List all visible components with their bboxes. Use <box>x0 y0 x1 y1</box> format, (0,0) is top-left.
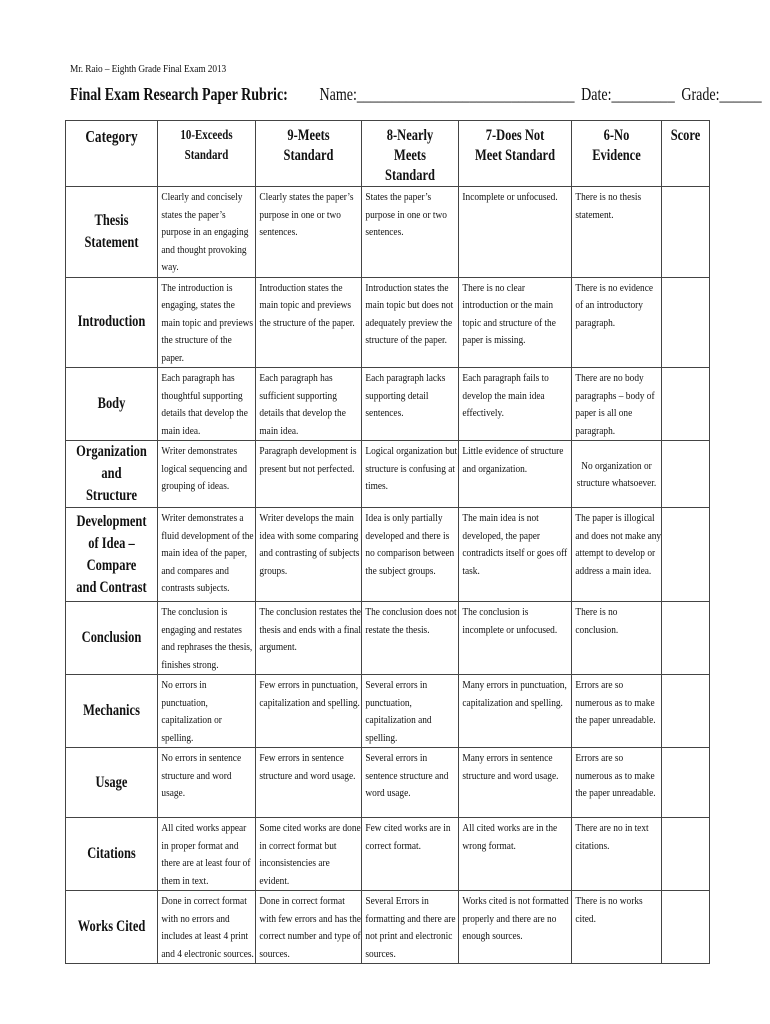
criteria-cell <box>459 368 572 441</box>
criteria-cell <box>256 368 362 441</box>
criteria-cell <box>362 675 459 748</box>
criteria-text: Logical organization but structure is confusing at times. <box>365 445 458 492</box>
criteria-cell <box>572 748 662 818</box>
grade-field-label: Grade:______ <box>681 84 762 104</box>
score-cell[interactable] <box>662 748 710 818</box>
category-cell <box>66 891 158 964</box>
criteria-cell <box>158 368 256 441</box>
criteria-text: Few errors in punctuation, capitalization and spelling. <box>259 679 360 709</box>
score-cell[interactable] <box>662 508 710 602</box>
criteria-cell <box>459 441 572 508</box>
criteria-text: Done in correct format with no errors and includes at least 4 print and 4 electronic sources. <box>161 895 254 960</box>
category-cell <box>66 368 158 441</box>
criteria-cell <box>459 748 572 818</box>
criteria-text: Clearly and concisely states the paper’s purpose in an engaging and thought provoking way. <box>161 191 249 273</box>
criteria-cell <box>256 675 362 748</box>
criteria-text: Several errors in punctuation, capitalization and spelling. <box>365 679 432 744</box>
criteria-text: Works cited is not formatted properly and there are no enough sources. <box>462 895 569 942</box>
criteria-text: Each paragraph fails to develop the main idea effectively. <box>462 372 549 419</box>
score-cell[interactable] <box>662 441 710 508</box>
criteria-text: Clearly states the paper’s purpose in one or two sentences. <box>259 191 354 238</box>
criteria-text: There is no clear introduction or the main topic and structure of the paper is missing. <box>462 281 556 346</box>
criteria-cell <box>459 675 572 748</box>
rubric-table <box>65 120 710 964</box>
criteria-cell <box>362 602 459 675</box>
criteria-cell <box>158 441 256 508</box>
criteria-cell <box>158 187 256 278</box>
criteria-text: Introduction states the main topic but does not adequately preview the structure of the paper. <box>365 281 454 346</box>
category-label: Body <box>97 395 126 412</box>
category-label: Introduction <box>77 313 146 331</box>
criteria-text: All cited works appear in proper format and there are at least four of them in text. <box>161 822 251 887</box>
criteria-cell <box>256 187 362 278</box>
category-cell <box>66 748 158 818</box>
criteria-cell <box>256 891 362 964</box>
title-line <box>70 84 762 108</box>
criteria-text: Writer demonstrates logical sequencing and grouping of ideas. <box>161 445 248 492</box>
criteria-text: Several errors in sentence structure and word usage. <box>365 752 449 799</box>
score-cell[interactable] <box>662 187 710 278</box>
score-cell[interactable] <box>662 277 710 368</box>
criteria-text: There is no thesis statement. <box>575 191 642 221</box>
criteria-text: Each paragraph has thoughtful supporting details that develop the main idea. <box>161 372 248 437</box>
column-header: Category <box>66 121 158 187</box>
criteria-text: States the paper’s purpose in one or two sentences. <box>365 191 447 238</box>
rubric-row <box>66 891 710 964</box>
criteria-cell <box>362 441 459 508</box>
criteria-cell <box>572 441 662 508</box>
category-label: Mechanics <box>83 702 140 719</box>
column-header: 10-Exceeds Standard <box>158 121 256 187</box>
rubric-row <box>66 675 710 748</box>
category-label: Organization and Structure <box>76 443 147 504</box>
criteria-text: Each paragraph has sufficient supporting details that develop the main idea. <box>259 372 346 437</box>
criteria-cell <box>572 368 662 441</box>
criteria-text: No errors in sentence structure and word usage. <box>161 752 242 799</box>
criteria-cell <box>572 508 662 602</box>
criteria-cell <box>158 748 256 818</box>
criteria-cell <box>459 508 572 602</box>
score-cell[interactable] <box>662 368 710 441</box>
criteria-text: Idea is only partially developed and there is no comparison between the subject groups. <box>365 512 455 577</box>
rubric-row <box>66 508 710 602</box>
criteria-cell <box>256 818 362 891</box>
rubric-title: Final Exam Research Paper Rubric: <box>70 84 288 104</box>
criteria-text: No organization or structure whatsoever. <box>576 459 657 489</box>
criteria-cell <box>459 277 572 368</box>
criteria-text: Few errors in sentence structure and word usage. <box>259 752 356 782</box>
criteria-cell <box>362 187 459 278</box>
rubric-row <box>66 818 710 891</box>
criteria-cell <box>572 891 662 964</box>
criteria-text: Paragraph development is present but not perfected. <box>259 445 357 475</box>
criteria-text: Errors are so numerous as to make the paper unreadable. <box>575 679 656 726</box>
criteria-text: Incomplete or unfocused. <box>462 191 558 203</box>
criteria-text: Writer develops the main idea with some comparing and contrasting of subjects groups. <box>259 512 360 577</box>
criteria-cell <box>459 891 572 964</box>
column-header: Score <box>662 121 710 187</box>
score-cell[interactable] <box>662 891 710 964</box>
header-row <box>66 121 710 187</box>
category-cell <box>66 818 158 891</box>
criteria-text: There is no conclusion. <box>575 606 619 636</box>
criteria-text: Some cited works are done in correct format but inconsistencies are evident. <box>259 822 361 887</box>
criteria-cell <box>459 818 572 891</box>
category-cell <box>66 441 158 508</box>
criteria-text: All cited works are in the wrong format. <box>462 822 558 852</box>
rubric-row <box>66 602 710 675</box>
criteria-text: There is no evidence of an introductory paragraph. <box>575 281 654 329</box>
criteria-cell <box>459 602 572 675</box>
category-label: Works Cited <box>77 918 146 935</box>
category-cell <box>66 187 158 278</box>
criteria-cell <box>362 368 459 441</box>
rubric-row <box>66 441 710 508</box>
score-cell[interactable] <box>662 818 710 891</box>
criteria-cell <box>362 748 459 818</box>
criteria-text: Several Errors in formatting and there are not print and electronic sources. <box>365 895 456 960</box>
criteria-cell <box>256 602 362 675</box>
criteria-cell <box>572 277 662 368</box>
criteria-text: Many errors in sentence structure and word usage. <box>462 752 559 782</box>
category-cell <box>66 675 158 748</box>
column-header: 8-Nearly Meets Standard <box>362 121 459 187</box>
rubric-row <box>66 277 710 368</box>
criteria-cell <box>362 508 459 602</box>
criteria-cell <box>158 891 256 964</box>
criteria-text: Many errors in punctuation, capitalization and spelling. <box>462 679 567 709</box>
exam-subtitle: Mr. Raio – Eighth Grade Final Exam 2013 <box>70 63 227 75</box>
criteria-cell <box>256 277 362 368</box>
criteria-cell <box>256 441 362 508</box>
category-label: Conclusion <box>81 629 142 646</box>
category-label: Usage <box>95 773 128 791</box>
criteria-text: The paper is illogical and does not make any attempt to develop or address a main idea. <box>575 512 662 577</box>
column-header: 9-Meets Standard <box>256 121 362 187</box>
criteria-text: Introduction states the main topic and previews the structure of the paper. <box>259 281 355 329</box>
criteria-cell <box>158 508 256 602</box>
column-header: 6-No Evidence <box>572 121 662 187</box>
column-header: 7-Does Not Meet Standard <box>459 121 572 187</box>
rubric-row <box>66 368 710 441</box>
score-cell[interactable] <box>662 675 710 748</box>
criteria-cell <box>362 277 459 368</box>
criteria-text: Little evidence of structure and organization. <box>462 445 564 475</box>
criteria-cell <box>362 891 459 964</box>
criteria-cell <box>459 187 572 278</box>
criteria-text: The conclusion restates the thesis and ends with a final argument. <box>259 606 361 653</box>
criteria-text: Each paragraph lacks supporting detail sentences. <box>365 372 446 419</box>
category-cell <box>66 277 158 368</box>
criteria-text: Done in correct format with few errors and has the correct number and type of sources. <box>259 895 361 960</box>
criteria-text: Few cited works are in correct format. <box>365 822 451 852</box>
category-label: Development of Idea – Compare and Contrast <box>76 512 147 596</box>
criteria-cell <box>572 675 662 748</box>
criteria-text: The conclusion is engaging and restates and rephrases the thesis, finishes strong. <box>161 606 253 671</box>
name-field-label: Name:_______________________________ <box>319 84 575 104</box>
criteria-text: Writer demonstrates a fluid development of the main idea of the paper, and compares and contrasts subjects. <box>161 512 254 594</box>
criteria-cell <box>572 818 662 891</box>
criteria-cell <box>158 818 256 891</box>
criteria-cell <box>256 748 362 818</box>
category-label: Thesis Statement <box>84 211 139 251</box>
criteria-text: There are no in text citations. <box>575 822 649 852</box>
date-field-label: Date:_________ <box>581 84 675 104</box>
rubric-row <box>66 187 710 278</box>
criteria-text: There is no works cited. <box>575 895 643 925</box>
category-cell <box>66 508 158 602</box>
criteria-text: The conclusion is incomplete or unfocused. <box>462 606 558 636</box>
criteria-cell <box>572 187 662 278</box>
criteria-cell <box>158 277 256 368</box>
rubric-row <box>66 748 710 818</box>
criteria-cell <box>158 675 256 748</box>
criteria-text: The conclusion does not restate the thesis. <box>365 606 457 636</box>
criteria-text: The main idea is not developed, the paper contradicts itself or goes off task. <box>462 512 568 577</box>
score-cell[interactable] <box>662 602 710 675</box>
criteria-text: There are no body paragraphs – body of paper is all one paragraph. <box>575 372 655 437</box>
category-label: Citations <box>87 845 136 862</box>
criteria-cell <box>572 602 662 675</box>
criteria-cell <box>362 818 459 891</box>
criteria-text: No errors in punctuation, capitalization or spelling. <box>161 679 222 744</box>
criteria-cell <box>158 602 256 675</box>
criteria-text: The introduction is engaging, states the main topic and previews the structure of the paper. <box>161 281 254 364</box>
criteria-text: Errors are so numerous as to make the paper unreadable. <box>575 752 656 799</box>
category-cell <box>66 602 158 675</box>
criteria-cell <box>256 508 362 602</box>
